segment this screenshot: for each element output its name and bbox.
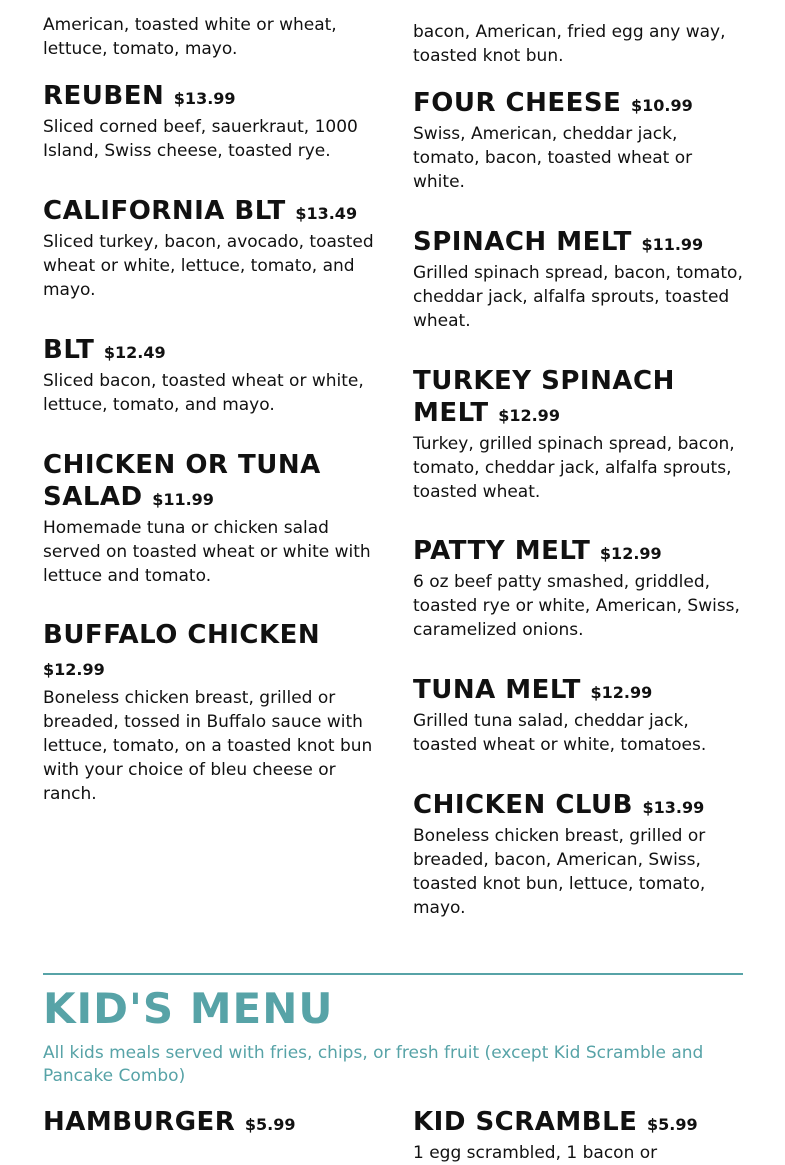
menu-item <box>413 789 748 920</box>
menu-item <box>413 674 748 757</box>
section-divider <box>43 973 743 975</box>
item-price: $13.99 <box>173 89 236 108</box>
menu-item <box>43 619 378 806</box>
item-price: $12.49 <box>103 343 166 362</box>
item-name: TUNA MELT $12.99 <box>413 675 653 705</box>
item-description: 1 egg scrambled, 1 bacon or <box>413 1143 658 1163</box>
item-name: CHICKEN OR TUNA SALAD $11.99 <box>43 450 321 512</box>
item-name: CHICKEN CLUB $13.99 <box>413 790 705 820</box>
menu-item <box>413 87 748 194</box>
top-fragment-left: American, toasted white or wheat, lettuce, tomato, mayo. <box>43 15 337 59</box>
menu-item <box>43 195 378 302</box>
item-name: PATTY MELT $12.99 <box>413 536 662 566</box>
item-name: TURKEY SPINACH MELT $12.99 <box>413 366 675 428</box>
item-description: Sliced bacon, toasted wheat or white, lettuce, tomato, and mayo. <box>43 371 364 415</box>
item-description: Turkey, grilled spinach spread, bacon, tomato, cheddar jack, alfalfa sprouts, toasted wheat. <box>413 434 735 502</box>
item-name: REUBEN $13.99 <box>43 81 236 111</box>
item-description: Swiss, American, cheddar jack, tomato, bacon, toasted wheat or white. <box>413 124 693 192</box>
menu-item <box>43 334 378 417</box>
menu-item <box>43 449 378 588</box>
menu-item <box>413 365 748 504</box>
item-name: HAMBURGER $5.99 <box>43 1107 296 1137</box>
item-name: CALIFORNIA BLT $13.49 <box>43 196 358 226</box>
item-description: Sliced corned beef, sauerkraut, 1000 Island, Swiss cheese, toasted rye. <box>43 117 358 161</box>
item-description: Grilled spinach spread, bacon, tomato, cheddar jack, alfalfa sprouts, toasted wheat. <box>413 263 743 331</box>
menu-item <box>43 1106 378 1141</box>
item-name: BUFFALO CHICKEN $12.99 <box>43 620 321 679</box>
item-price: $13.99 <box>642 798 705 817</box>
menu-item <box>413 1106 748 1165</box>
menu-item <box>43 80 378 163</box>
item-name: FOUR CHEESE $10.99 <box>413 88 693 118</box>
item-description: Sliced turkey, bacon, avocado, toasted wheat or white, lettuce, tomato, and mayo. <box>43 232 374 300</box>
item-price: $12.99 <box>590 683 653 702</box>
item-description: 6 oz beef patty smashed, griddled, toasted rye or white, American, Swiss, caramelized onions. <box>413 572 740 640</box>
item-name: BLT $12.49 <box>43 335 166 365</box>
item-price: $11.99 <box>152 490 214 509</box>
item-description: Boneless chicken breast, grilled or breaded, tossed in Buffalo sauce with lettuce, tomato, on a toasted knot bun with your choice of bleu cheese or ranch. <box>43 688 373 804</box>
menu-item <box>413 535 748 642</box>
kids-menu-title: KID'S MENU <box>43 984 334 1033</box>
item-price: $12.99 <box>43 660 105 679</box>
top-fragment-right: bacon, American, fried egg any way, toasted knot bun. <box>413 22 726 66</box>
kids-menu-note: All kids meals served with fries, chips, or fresh fruit (except Kid Scramble and Pancake Combo) <box>43 1043 704 1086</box>
item-name: KID SCRAMBLE $5.99 <box>413 1107 698 1137</box>
item-price: $10.99 <box>630 96 693 115</box>
item-price: $12.99 <box>599 544 662 563</box>
item-price: $12.99 <box>498 406 560 425</box>
item-description: Boneless chicken breast, grilled or breaded, bacon, American, Swiss, toasted knot bun, lettuce, tomato, mayo. <box>413 826 706 918</box>
item-name: SPINACH MELT $11.99 <box>413 227 704 257</box>
item-price: $5.99 <box>647 1115 698 1134</box>
item-description: Homemade tuna or chicken salad served on toasted wheat or white with lettuce and tomato. <box>43 518 371 586</box>
item-price: $11.99 <box>641 235 704 254</box>
item-price: $13.49 <box>295 204 358 223</box>
menu-item <box>413 226 748 333</box>
item-description: Grilled tuna salad, cheddar jack, toasted wheat or white, tomatoes. <box>413 711 707 755</box>
item-price: $5.99 <box>244 1115 296 1134</box>
